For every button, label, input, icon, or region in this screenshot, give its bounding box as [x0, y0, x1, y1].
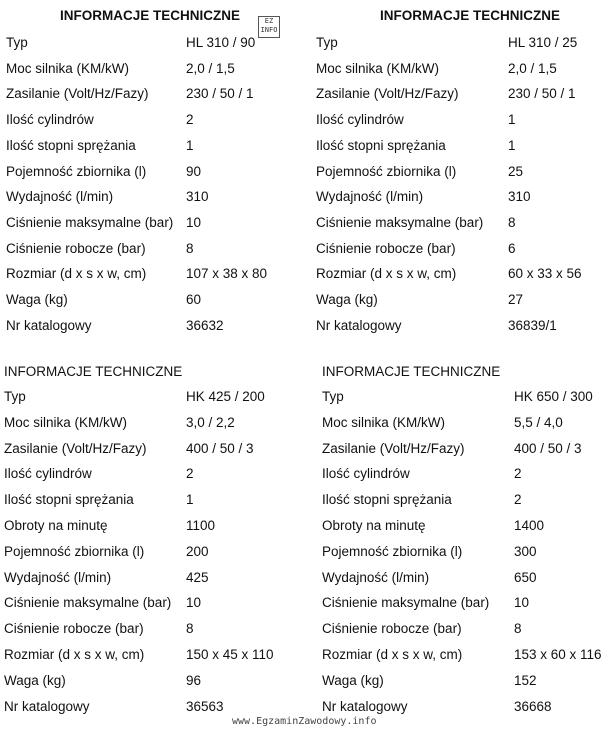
spec-label: Zasilanie (Volt/Hz/Fazy): [4, 440, 147, 456]
spec-value: HL 310 / 25: [508, 35, 578, 50]
spec-label: Typ: [4, 389, 26, 404]
spec-label: Ilość cylindrów: [316, 112, 404, 128]
spec-value: 2: [186, 112, 194, 128]
spec-value: HK 425 / 200: [186, 389, 265, 404]
spec-label: Typ: [322, 389, 344, 404]
spec-label: Rozmiar (d x s x w, cm): [4, 647, 145, 662]
spec-row: [4, 544, 304, 564]
spec-label: Rozmiar (d x s x w, cm): [322, 647, 463, 662]
spec-value: 400 / 50 / 3: [186, 440, 254, 456]
spec-value: 1: [508, 137, 516, 153]
spec-value: 230 / 50 / 1: [186, 86, 254, 102]
spec-row: [4, 389, 304, 409]
spec-row: [322, 544, 611, 564]
spec-label: Waga (kg): [322, 672, 384, 688]
spec-row: [4, 595, 304, 615]
spec-row: [322, 492, 611, 512]
spec-value: 36668: [514, 698, 552, 714]
spec-row: [4, 492, 304, 512]
spec-label: Ilość stopni sprężania: [6, 137, 136, 153]
spec-row: [6, 61, 296, 81]
spec-value: 650: [514, 569, 537, 585]
spec-value: 60 x 33 x 56: [508, 266, 582, 282]
spec-value: 200: [186, 543, 209, 559]
spec-label: Ilość cylindrów: [322, 466, 410, 482]
spec-row: [322, 570, 611, 590]
spec-row: [4, 518, 304, 538]
spec-row: [6, 241, 296, 261]
tech-info-block-hl-310-25: [316, 8, 606, 338]
spec-value: 36839/1: [508, 317, 557, 333]
spec-value: 2: [514, 466, 522, 482]
spec-row: [6, 189, 296, 209]
spec-label: Rozmiar (d x s x w, cm): [316, 266, 457, 282]
spec-value: 25: [508, 163, 524, 179]
spec-row: [322, 415, 611, 435]
spec-value: 310: [508, 189, 531, 205]
spec-row: [6, 318, 296, 338]
spec-label: Zasilanie (Volt/Hz/Fazy): [6, 86, 149, 102]
block-title: INFORMACJE TECHNICZNE: [380, 8, 561, 23]
site-watermark: www.EgzaminZawodowy.info: [232, 716, 377, 727]
spec-row: [4, 673, 304, 693]
spec-label: Ilość stopni sprężania: [4, 492, 134, 508]
spec-label: Wydajność (l/min): [6, 189, 114, 205]
spec-value: 36632: [186, 317, 224, 333]
spec-value: 8: [508, 214, 516, 230]
spec-label: Nr katalogowy: [322, 698, 408, 714]
spec-label: Typ: [316, 35, 338, 50]
spec-label: Pojemność zbiornika (l): [316, 163, 457, 179]
spec-row: [4, 647, 304, 667]
spec-row: [322, 595, 611, 615]
spec-value: 10: [186, 595, 202, 611]
spec-label: Ciśnienie maksymalne (bar): [6, 214, 174, 230]
spec-label: Waga (kg): [4, 672, 66, 688]
spec-value: 2: [514, 492, 522, 508]
spec-value: 310: [186, 189, 209, 205]
spec-label: Ciśnienie robocze (bar): [322, 621, 462, 637]
spec-row: [322, 647, 611, 667]
spec-label: Ilość cylindrów: [6, 112, 94, 128]
spec-label: Moc silnika (KM/kW): [322, 414, 446, 430]
spec-label: Ciśnienie maksymalne (bar): [322, 595, 490, 611]
spec-row: [4, 621, 304, 641]
spec-value: 60: [186, 292, 202, 307]
spec-value: 10: [514, 595, 530, 611]
spec-label: Ciśnienie maksymalne (bar): [4, 595, 172, 611]
spec-value: 2,0 / 1,5: [186, 60, 235, 76]
spec-row: [4, 415, 304, 435]
spec-label: Rozmiar (d x s x w, cm): [6, 266, 147, 282]
spec-row: [322, 621, 611, 641]
spec-value: 152: [514, 672, 537, 688]
spec-label: Wydajność (l/min): [316, 189, 424, 205]
spec-label: Moc silnika (KM/kW): [6, 60, 130, 76]
spec-row: [6, 164, 296, 184]
spec-value: 150 x 45 x 110: [186, 647, 274, 662]
spec-value: 153 x 60 x 116: [514, 647, 602, 662]
spec-row: [316, 189, 606, 209]
spec-row: [322, 389, 611, 409]
spec-row: [316, 241, 606, 261]
spec-value: 6: [508, 240, 516, 256]
block-title: INFORMACJE TECHNICZNE: [322, 364, 501, 379]
spec-value: 1100: [186, 518, 216, 533]
spec-value: 1400: [514, 518, 545, 533]
spec-row: [316, 164, 606, 184]
spec-row: [316, 112, 606, 132]
spec-value: 400 / 50 / 3: [514, 440, 582, 456]
spec-value: 2,0 / 1,5: [508, 60, 557, 76]
spec-label: Typ: [6, 35, 28, 50]
spec-row: [4, 570, 304, 590]
spec-label: Obroty na minutę: [4, 518, 108, 533]
spec-row: [4, 441, 304, 461]
spec-value: 8: [514, 621, 522, 637]
spec-row: [6, 292, 296, 312]
spec-value: 425: [186, 569, 209, 585]
spec-label: Ciśnienie robocze (bar): [316, 240, 456, 256]
spec-label: Nr katalogowy: [4, 698, 90, 714]
block-title: INFORMACJE TECHNICZNE: [4, 364, 183, 379]
spec-label: Ciśnienie robocze (bar): [4, 621, 144, 637]
spec-label: Ciśnienie maksymalne (bar): [316, 214, 484, 230]
spec-label: Ilość stopni sprężania: [316, 137, 446, 153]
spec-label: Obroty na minutę: [322, 518, 426, 533]
spec-row: [6, 112, 296, 132]
spec-label: Wydajność (l/min): [4, 569, 112, 585]
exam-logo-stamp: EZ INFO: [258, 16, 280, 38]
spec-value: 3,0 / 2,2: [186, 414, 235, 430]
spec-value: 107 x 38 x 80: [186, 266, 268, 282]
spec-value: 300: [514, 543, 537, 559]
spec-row: [316, 35, 606, 55]
spec-label: Pojemność zbiornika (l): [4, 543, 145, 559]
spec-label: Waga (kg): [6, 292, 68, 307]
spec-row: [316, 266, 606, 286]
spec-label: Zasilanie (Volt/Hz/Fazy): [316, 86, 459, 102]
spec-label: Pojemność zbiornika (l): [6, 163, 147, 179]
spec-value: 27: [508, 292, 524, 307]
spec-label: Moc silnika (KM/kW): [316, 60, 440, 76]
spec-value: 230 / 50 / 1: [508, 86, 576, 102]
spec-value: 2: [186, 466, 194, 482]
tech-info-block-hl-310-90: [6, 8, 296, 338]
spec-label: Nr katalogowy: [6, 317, 92, 333]
spec-row: [316, 215, 606, 235]
spec-value: HK 650 / 300: [514, 389, 593, 404]
spec-label: Nr katalogowy: [316, 317, 402, 333]
spec-label: Ciśnienie robocze (bar): [6, 240, 146, 256]
spec-value: 90: [186, 163, 202, 179]
spec-row: [6, 266, 296, 286]
spec-row: [316, 318, 606, 338]
spec-value: 10: [186, 214, 202, 230]
spec-row: [322, 441, 611, 461]
spec-row: [6, 35, 296, 55]
spec-row: [316, 86, 606, 106]
spec-row: [316, 138, 606, 158]
spec-label: Moc silnika (KM/kW): [4, 414, 128, 430]
spec-row: [6, 86, 296, 106]
spec-row: [6, 138, 296, 158]
spec-row: [6, 215, 296, 235]
spec-row: [316, 61, 606, 81]
spec-label: Wydajność (l/min): [322, 569, 430, 585]
spec-value: 1: [186, 137, 194, 153]
spec-value: 8: [186, 240, 194, 256]
spec-row: [316, 292, 606, 312]
spec-label: Waga (kg): [316, 292, 378, 307]
spec-row: [322, 673, 611, 693]
spec-label: Pojemność zbiornika (l): [322, 543, 463, 559]
spec-row: [322, 518, 611, 538]
spec-value: 1: [186, 492, 194, 508]
spec-value: HL 310 / 90: [186, 35, 256, 50]
spec-value: 8: [186, 621, 194, 637]
tech-info-block-hk-425-200: [4, 364, 304, 714]
spec-label: Ilość cylindrów: [4, 466, 92, 482]
spec-value: 36563: [186, 698, 224, 714]
spec-value: 96: [186, 672, 202, 688]
spec-label: Ilość stopni sprężania: [322, 492, 452, 508]
spec-value: 5,5 / 4,0: [514, 414, 563, 430]
block-title: INFORMACJE TECHNICZNE: [60, 8, 241, 23]
tech-info-block-hk-650-300: [322, 364, 611, 714]
spec-value: 1: [508, 112, 516, 128]
spec-row: [322, 466, 611, 486]
spec-label: Zasilanie (Volt/Hz/Fazy): [322, 440, 465, 456]
spec-row: [4, 466, 304, 486]
